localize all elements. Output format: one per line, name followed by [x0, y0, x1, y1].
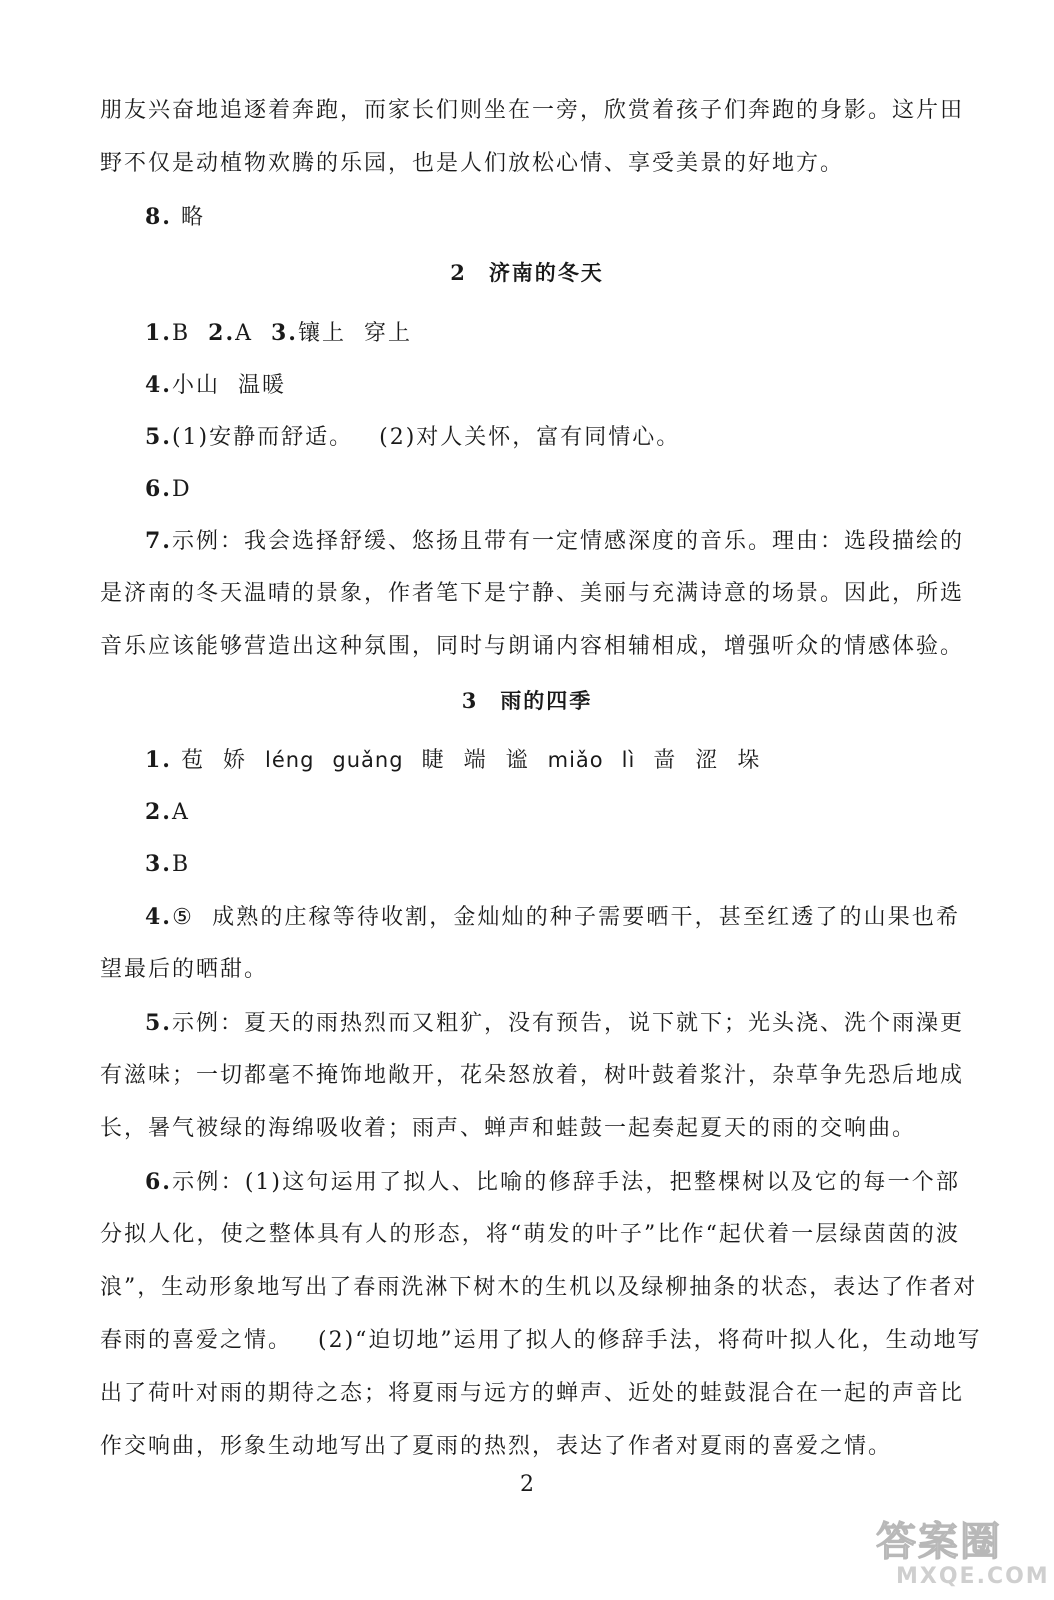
prev-question-8	[145, 202, 960, 233]
s3-question-6-line-2: 分拟人化，使之整体具有人的形态，将“萌发的叶子”比作“起伏着一层绿茵茵的波	[100, 1222, 960, 1247]
s2-question-5	[145, 422, 960, 453]
s2-question-7-line-3: 音乐应该能够营造出这种氛围，同时与朗诵内容相辅相成，增强听众的情感体验。	[100, 634, 965, 659]
answer-text: B	[171, 321, 191, 346]
s3-question-6-line-6: 作交响曲，形象生动地写出了夏雨的热烈，表达了作者对夏雨的喜爱之情。	[100, 1434, 893, 1459]
answer-text: 穿上	[363, 321, 412, 346]
question-number: 4.	[145, 372, 172, 398]
question-number: 5.	[145, 1010, 172, 1036]
answer-text: 示例：我会选择舒缓、悠扬且带有一定情感深度的音乐。理由：选段描绘的	[171, 529, 964, 554]
intro-line-1: 朋友兴奋地追逐着奔跑，而家长们则坐在一旁，欣赏着孩子们奔跑的身影。这片田	[100, 98, 965, 123]
page-number: 2	[520, 1472, 534, 1497]
circled-number: ⑤	[171, 905, 194, 930]
s2-question-7-line-2: 是济南的冬天温晴的景象，作者笔下是宁静、美丽与充满诗意的场景。因此，所选	[100, 581, 965, 606]
answer-text: 示例：夏天的雨热烈而又粗犷，没有预告，说下就下；光头浇、洗个雨澡更	[171, 1011, 964, 1036]
answer-item: 睫	[421, 748, 446, 773]
s2-question-6	[145, 474, 960, 505]
answer-text: (2)“迫切地”运用了拟人的修辞手法，将荷叶拟人化，生动地写	[318, 1328, 982, 1353]
question-number: 1.	[145, 747, 172, 773]
question-number: 2.	[208, 320, 236, 346]
s3-question-2	[145, 797, 960, 828]
question-number: 4.	[145, 904, 172, 930]
answer-item: 端	[463, 748, 488, 773]
watermark-title: 答案圈	[876, 1519, 1002, 1565]
answer-item: 娇	[222, 748, 247, 773]
question-number: 6.	[145, 476, 172, 502]
s3-question-4-line-2: 望最后的晒甜。	[100, 957, 269, 982]
question-number: 8.	[145, 204, 172, 230]
pinyin-item: léng	[265, 748, 315, 772]
question-number: 6.	[145, 1169, 172, 1195]
answer-text: 小山	[171, 373, 220, 398]
answer-text: 春雨的喜爱之情。	[100, 1328, 293, 1353]
answer-text: 略	[180, 205, 205, 230]
s3-question-6-line-4	[100, 1326, 982, 1356]
s2-question-7-line-1	[145, 526, 964, 557]
answer-text: A	[171, 800, 190, 825]
s2-question-1-3	[145, 318, 960, 349]
question-number: 7.	[145, 528, 172, 554]
s3-question-3	[145, 849, 960, 880]
answer-text: 温暖	[237, 373, 286, 398]
answer-text: D	[171, 477, 192, 502]
answer-text: B	[171, 852, 191, 877]
answer-text: A	[235, 321, 253, 346]
pinyin-item: guǎng	[332, 748, 404, 772]
answer-item: 谧	[505, 748, 530, 773]
section-title: 雨的四季	[500, 688, 593, 713]
pinyin-item: miǎo	[547, 748, 604, 772]
question-number: 5.	[145, 424, 172, 450]
watermark-logo	[868, 1510, 1048, 1598]
section-number: 2	[450, 260, 467, 285]
s3-question-6-line-5: 出了荷叶对雨的期待之态；将夏雨与远方的蝉声、近处的蛙鼓混合在一起的声音比	[100, 1381, 965, 1406]
s3-question-4-line-1	[145, 902, 960, 933]
s3-question-6-line-1	[145, 1167, 960, 1198]
answer-text: 镶上	[297, 321, 346, 346]
answer-text: 示例：(1)这句运用了拟人、比喻的修辞手法，把整棵树以及它的每一个部	[171, 1170, 960, 1195]
section-title: 济南的冬天	[488, 260, 604, 285]
section-number: 3	[461, 688, 479, 713]
answer-item: 垛	[737, 748, 762, 773]
answer-text: 成熟的庄稼等待收割，金灿灿的种子需要晒干，甚至红透了的山果也希	[211, 905, 960, 930]
question-number: 1.	[145, 320, 172, 346]
s3-question-5-line-1	[145, 1008, 964, 1039]
question-number: 3.	[271, 320, 298, 346]
pinyin-item: lì	[621, 748, 636, 772]
s3-question-5-line-2: 有滋味；一切都毫不掩饰地敞开，花朵怒放着，树叶鼓着浆汁，杂草争先恐后地成	[100, 1063, 965, 1088]
answer-item: 涩	[695, 748, 720, 773]
question-number: 2.	[145, 799, 172, 825]
answer-item: 啬	[653, 748, 678, 773]
question-number: 3.	[145, 851, 172, 877]
s3-question-5-line-3: 长，暑气被绿的海绵吸收着；雨声、蝉声和蛙鼓一起奏起夏天的雨的交响曲。	[100, 1116, 917, 1141]
s3-question-6-line-3: 浪”，生动形象地写出了春雨洗淋下树木的生机以及绿柳抽条的状态，表达了作者对	[100, 1275, 978, 1300]
answer-text: (2)对人关怀，富有同情心。	[379, 425, 681, 450]
s3-question-1	[145, 745, 960, 776]
s2-question-4	[145, 370, 960, 401]
answer-item: 苞	[180, 748, 205, 773]
section-3-heading	[0, 686, 1054, 716]
watermark-url: MXQE.COM	[896, 1564, 1050, 1589]
intro-line-2: 野不仅是动植物欢腾的乐园，也是人们放松心情、享受美景的好地方。	[100, 151, 845, 176]
answer-text: (1)安静而舒适。	[171, 425, 354, 450]
section-2-heading	[0, 258, 1054, 288]
